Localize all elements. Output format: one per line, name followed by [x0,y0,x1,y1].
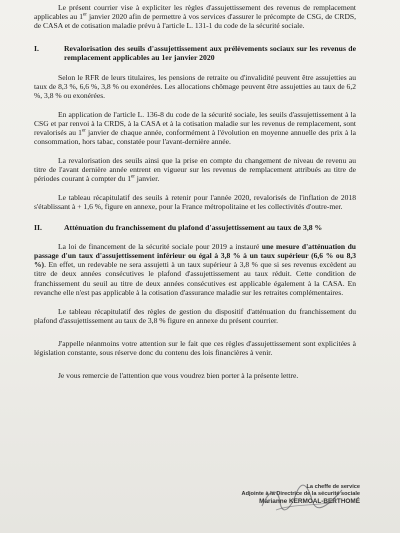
signature-title: La cheffe de service [306,484,360,490]
closing-paragraph: Je vous remercie de l'attention que vous voudrez bien porter à la présente lettre. [58,370,299,380]
signature-name: Marianne KERMOAL-BERTHOMÉ [259,498,360,506]
section-1-heading [34,44,356,62]
section-1-paragraph-3: La revalorisation des seuils ainsi que la prise en compte du changement de niveau de revenu au titre de l'avant dernière année entrent en vigueur sur les revenus de remplacement attribués au titre de périodes courant à compter du 1er janvier. [34,155,356,183]
signature-block [242,484,360,506]
section-2-title: Atténuation du franchissement du plafond d'assujettissement au taux de 3,8 % [64,223,323,233]
section-2-paragraph-3: J'appelle néanmoins votre attention sur le fait que ces règles d'assujettissement sont explicitées à législation constante, sous réserve donc du contenu des lois financières à venir. [34,338,356,357]
section-1-paragraph-2: En application de l'article L. 136-8 du code de la sécurité sociale, les seuils d'assujettissement à la CSG et par renvoi à la CRDS, à la CASA et à la cotisation maladie sur les revenus de remplacement, sont revalorisés au 1er janvier de chaque année, conformément à l'évolution en moyenne annuelle des prix à la consommation, hors tabac, constatée pour l'avant-dernière année. [34,109,356,146]
section-2-paragraph-1: La loi de financement de la sécurité sociale pour 2019 a instauré une mesure d'atténuation du passage d'un taux d'assujettissement inférieur ou égal à 3,8 % à un taux supérieur (6,6 % ou 8,3 %). En effet, un redevable ne sera assujetti à un taux supérieur à 3,8 % que si ses revenus excèdent au titre de deux années consécutives le plafond d'assujettissement au taux réduit. Cette condition de franchissement du seuil au titre de deux années consécutives est applicable également à la CASA. En revanche elle n'est pas applicable à la cotisation d'assurance maladie sur les retraites complémentaires. [34,242,356,297]
intro-paragraph: Le présent courrier vise à expliciter les règles d'assujettissement des revenus de remplacement applicables au 1er janvier 2020 afin de permettre à vos services d'assurer le précompte de CSG, de CRDS, de CASA et de cotisation maladie prévu à l'article L. 131-1 du code de la sécurité sociale. [34,3,356,31]
section-1-paragraph-4: Le tableau récapitulatif des seuils à retenir pour l'année 2020, revalorisés de l'inflation de 2018 s'établissant à + 1,6 %, figure en annexe, pour la France métropolitaine et les collectivités d'outre-mer. [34,193,356,212]
section-2-number: II. [34,223,42,233]
section-1-title: Revalorisation des seuils d'assujettissement aux prélèvements sociaux sur les revenus de remplacement applicables au 1er janvier 2020 [64,44,356,63]
section-2-paragraph-2: Le tableau récapitulatif des règles de gestion du dispositif d'atténuation du franchissement du plafond d'assujettissement au taux de 3,8 % figure en annexe du présent courrier. [34,306,356,325]
section-1-paragraph-1: Selon le RFR de leurs titulaires, les pensions de retraite ou d'invalidité peuvent être assujetties au taux de 8,3 %, 6,6 %, 3,8 % ou exonérées. Les allocations chômage peuvent être assujetties au taux de 6,2 %, 3,8 % ou exonérées. [34,72,356,100]
section-1-number: I. [34,44,39,54]
section-2-heading [34,223,356,232]
signature-role: Adjointe à la Directrice de la sécurité sociale [241,491,360,498]
